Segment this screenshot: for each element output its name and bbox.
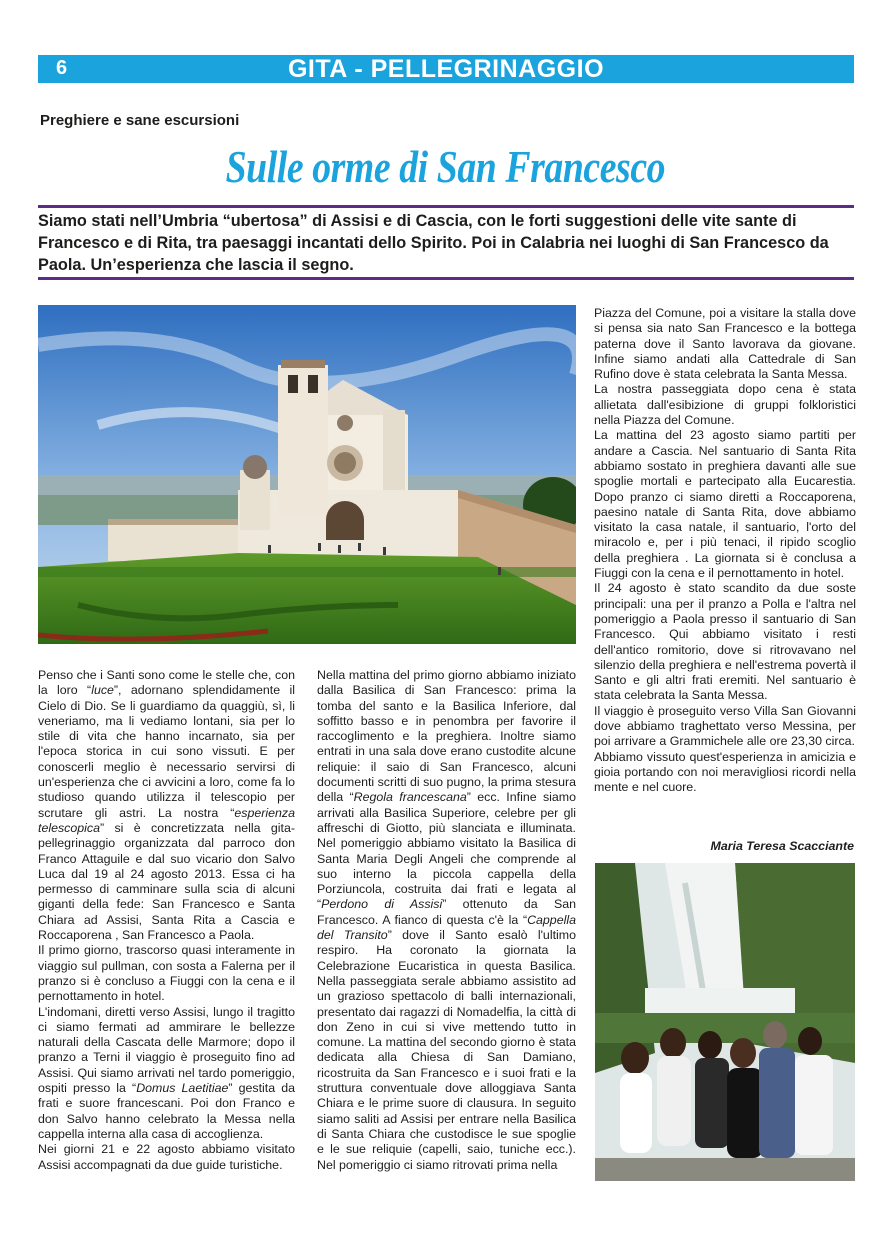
italic-run: Cappella del Transito [317, 912, 576, 943]
text-run: Il viaggio è proseguito verso Villa San Giovanni dove abbiamo traghettato verso Messina, per poi arrivare a Grammichele alle ore 23,30 circa. [594, 703, 856, 749]
body-paragraph [38, 1142, 295, 1173]
text-run: La nostra passeggiata dopo cena è stata allietata dall'esibizione di gruppi folkloristici nella Piazza del Comune. [594, 382, 856, 428]
text-run: L'indomani, diretti verso Assisi, lungo il tragitto ci siamo fermati ad ammirare le bellezze naturali della Cascata delle Marmore; dopo il pranzo a Terni il viaggio è proseguito fino ad Assisi. Qui siamo arrivati nel tardo pomeriggio, ospiti presso la “ [38, 1004, 295, 1096]
italic-run: Regola francescana [353, 790, 467, 805]
text-run: Nei giorni 21 e 22 agosto abbiamo visitato Assisi accompagnati da due guide turistiche. [38, 1142, 295, 1172]
article-author: Maria Teresa Scacciante [710, 839, 854, 853]
body-paragraph [38, 1005, 295, 1143]
body-paragraph [594, 306, 856, 382]
divider-top [38, 205, 854, 208]
page-number: 6 [56, 57, 68, 79]
body-paragraph [594, 704, 856, 750]
photo-basilica [38, 305, 576, 644]
italic-run: Domus Laetitiae [136, 1081, 229, 1096]
text-run: Abbiamo vissuto quest'esperienza in amicizia e gioia portando con noi meravigliosi ricordi nella mente e nel cuore. [594, 749, 856, 795]
article-column-3 [594, 306, 856, 796]
article-title: Sulle orme di San Francesco [225, 141, 666, 192]
body-paragraph [594, 581, 856, 703]
body-paragraph [594, 428, 856, 581]
body-paragraph [594, 750, 856, 796]
body-paragraph [594, 382, 856, 428]
italic-run: luce [91, 683, 114, 698]
article-lead: Siamo stati nell’Umbria “ubertosa” di Assisi e di Cascia, con le forti suggestioni delle vite sante di Francesco e di Rita, tra paesaggi incantati dello Spirito. Poi in Calabria nei luoghi di San Francesco da Paola. Un’esperienza che lascia il segno. [38, 212, 829, 274]
section-header-bar [38, 55, 854, 83]
text-run: Il primo giorno, trascorso quasi interamente in viaggio sul pullman, con sosta a Falerna per il pranzo si è concluso a Fiuggi con la cena e il pernottamento in hotel. [38, 943, 295, 1004]
italic-run: Perdono di Assisi [321, 897, 443, 912]
article-kicker: Preghiere e sane escursioni [40, 112, 240, 129]
section-title: GITA - PELLEGRINAGGIO [287, 55, 605, 83]
body-paragraph [317, 668, 576, 1173]
text-run: Piazza del Comune, poi a visitare la stalla dove si pensa sia nato San Francesco e la bottega paterna dove il Santo lavorava da giovane. Infine siamo andati alla Cattedrale di San Rufino dove è stata celebrata la Santa Messa. [594, 306, 856, 382]
divider-bottom [38, 277, 854, 280]
photo-group-waterfall [595, 863, 855, 1181]
text-run: ” si è concretizzata nella gita-pellegrinaggio organizzata dal parroco don Franco Attaguile e dal suo vicario don Salvo Luca dal 19 al 24 agosto 2013. Essa ci ha permesso di camminare sulla scia di alcuni giganti della fede: San Francesco e Santa Chiara ad Assisi, Santa Rita a Cascia e Roccaporena , San Francesco a Paola. [38, 820, 295, 943]
text-run: Nella mattina del primo giorno abbiamo iniziato dalla Basilica di San Francesco: prima la tomba del santo e la Basilica Inferiore, dal soffitto basso e in penombra per favorire il raccoglimento e la preghiera. Inoltre siamo entrati in una sala dove erano custodite alcune reliquie: il saio di San Francesco, alcuni documenti scritti di suo pugno, la prima stesura della “ [317, 668, 576, 805]
text-run: Penso che i Santi sono come le stelle che, con la loro “ [38, 668, 295, 698]
text-run: ” ottenuto da San Francesco. A fianco di questa c'è la “ [317, 897, 576, 927]
text-run: Il 24 agosto è stato scandito da due soste principali: una per il pranzo a Polla e l'altra nel pomeriggio a Paola presso il santuario di San Francesco. Qui abbiamo visitato i resti dell'antico romitorio, dove si ritrovavano nel silenzio della preghiera e nell'estrema povertà il Santo e gli altri frati eremiti. Nel santuario è stata celebrata la Santa Messa. [594, 581, 856, 703]
article-column-1 [38, 668, 295, 1173]
text-run: ” gestita da frati e suore francescani. Poi don Franco e don Salvo hanno celebrato la Messa nella cappella interna alla casa di accoglienza. [38, 1081, 295, 1141]
text-run: ” ecc. Infine siamo arrivati alla Basilica Superiore, celebre per gli affreschi di Giotto, più slanciata e illuminata. Nel pomeriggio abbiamo visitato la Basilica di Santa Maria Degli Angeli che comprende al suo interno la piccola cappella della Porziuncola, costruita dai frati e legata al “ [317, 790, 576, 912]
text-run: ” dove il Santo esalò l'ultimo respiro. Ha coronato la giornata la Celebrazione Eucaristica in questa Basilica. Nella passeggiata serale abbiamo assistito ad un grazioso spettacolo di balli internazionali, presentato dai ragazzi di Nomadelfia, la città di don Zeno in cui si vive mettendo tutto in comune. La mattina del secondo giorno è stata dedicata alla Chiesa di San Damiano, ricostruita da San Francesco e i suoi frati e la struttura conventuale dove alloggiava Santa Chiara e le prime suore di clausura. In seguito siamo saliti ad Assisi per entrare nella Basilica di Santa Chiara che custodisce le sue spoglie e le sue reliquie (capelli, saio, tuniche ecc.). Nel pomeriggio ci siamo ritrovati prima nella [317, 928, 576, 1172]
text-run: ”, adornano splendidamente il Cielo di Dio. Se li guardiamo da quaggiù, sì, li veneriamo, ma li vediamo lontani, sia per lo stile di vita che hanno incarnato, sia per l'epoca storica in cui sono vissuti. E per conoscerli meglio è necessario servirsi di un'esperienza che ci avvicini a loro, come fa lo studioso quando utilizza il telescopio per scrutare gli astri. La nostra “ [38, 683, 295, 820]
italic-run: esperienza telescopica [38, 805, 295, 835]
body-paragraph [38, 943, 295, 1004]
text-run: La mattina del 23 agosto siamo partiti per andare a Cascia. Nel santuario di Santa Rita abbiamo sostato in preghiera davanti alle sue spoglie mortali e partecipato alla Eucarestia. Dopo pranzo ci siamo diretti a Roccaporena, paesino natale di Santa Rita, dove abbiamo visitato la casa natale, il santuario, l'orto del miracolo e, per i più tenaci, il ripido scoglio della preghiera . La giornata si è conclusa a Fiuggi con la cena e il pernottamento in hotel. [594, 428, 856, 581]
body-paragraph [38, 668, 295, 943]
article-column-2 [317, 668, 576, 1173]
